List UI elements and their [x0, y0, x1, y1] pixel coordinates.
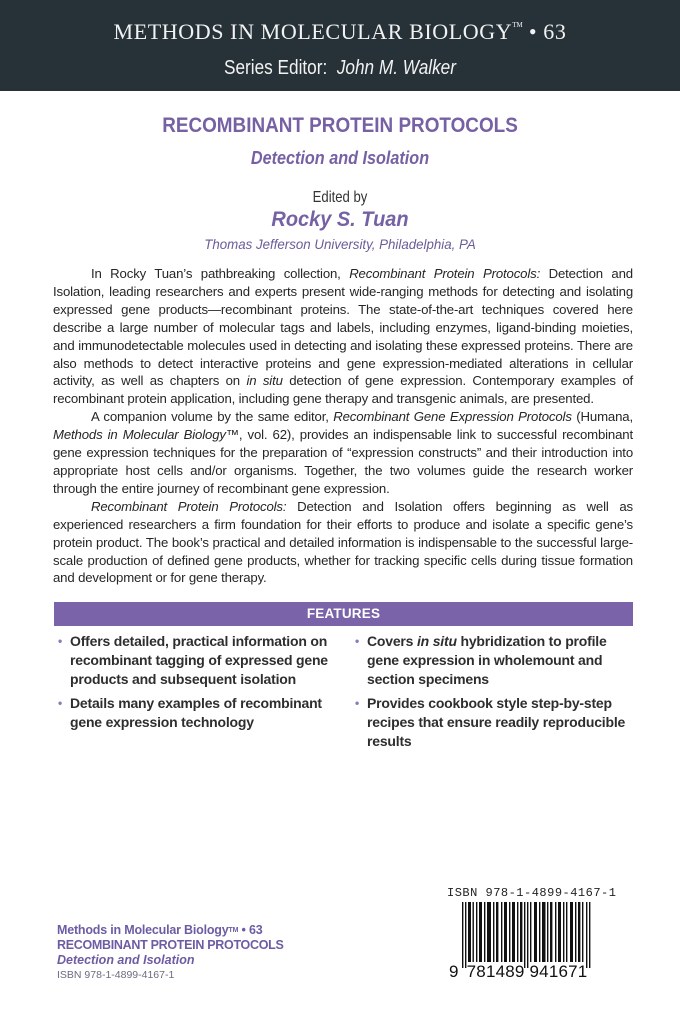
footer-subtitle: Detection and Isolation	[57, 953, 195, 967]
text-run-italic: Recombinant Gene Expression Protocols	[333, 409, 572, 425]
series-editor-name: John M. Walker	[336, 57, 456, 79]
text-run: Detection and Isolation offers beginning as well as experienced researchers a firm foundation for their efforts to produce and isolate a specific gene’s protein product. The book’s practical and detailed information is indispensable to the successful large-scale production of defined gene products, whether for tracking specific cells during tissue formation and development or for gene therapy.	[53, 498, 633, 586]
feature-text: Provides cookbook style step-by-step recipes that ensure readily reproducible results	[367, 695, 626, 749]
barcode-icon	[462, 902, 592, 968]
description-paragraph-2	[53, 408, 633, 498]
series-header-band	[0, 0, 680, 91]
footer-title: RECOMBINANT PROTEIN PROTOCOLS	[57, 938, 284, 952]
feature-text: Offers detailed, practical information on recombinant tagging of expressed gene products and subsequent isolation	[70, 633, 328, 687]
bullet-icon: •	[58, 634, 63, 648]
book-subtitle: Detection and Isolation	[250, 148, 430, 168]
features-column-left	[58, 632, 338, 737]
feature-item	[58, 632, 338, 689]
feature-text: Details many examples of recombinant gene expression technology	[70, 695, 322, 730]
series-editor-line	[48, 57, 633, 80]
footer-series-name: Methods in Molecular Biology	[57, 923, 229, 937]
description-paragraph-1	[53, 265, 633, 408]
text-run: , vol. 62), provides an indispensable link to successful recombinant gene expression techniques for the preparation of “expression constructs” and their introduction into appropriate host cells and/or organisms. Together, the two volumes guide the research worker through the entire journey of recombinant gene expression.	[53, 427, 633, 496]
text-run: Detection and Isolation, leading researchers and experts present wide-ranging methods for detecting and isolating expressed gene products—recombinant proteins. The state-of-the-art techniques covered here describe a large number of molecular tags and labels, including enzymes, ligand-binding moieties, and immunodetectable molecules used in detecting and isolating these expressed proteins. There are also methods to detect interactive proteins and gene expression-mediated alterations in cellular activity, as well as chapters on	[53, 266, 633, 389]
feature-text: hybridization to profile gene expression in wholemount and section specimens	[367, 633, 607, 687]
description	[53, 265, 633, 587]
text-run: detection of gene expression. Contemporary examples of recombinant protein application, including gene therapy and transgenic animals, are presented.	[53, 373, 634, 407]
feature-item	[355, 694, 635, 751]
text-run-italic: in situ	[246, 373, 283, 389]
text-run: (Humana,	[571, 409, 633, 425]
text-run-italic: Recombinant Protein Protocols:	[349, 266, 541, 281]
bullet-icon: •	[58, 696, 63, 710]
barcode-isbn-label: ISBN 978-1-4899-4167-1	[447, 886, 617, 900]
bullet-icon: •	[355, 696, 360, 710]
text-run: In Rocky Tuan’s pathbreaking collection,	[91, 266, 350, 281]
description-paragraph-3	[53, 498, 633, 588]
book-title: RECOMBINANT PROTEIN PROTOCOLS	[162, 114, 518, 137]
footer-series	[57, 923, 284, 938]
editor-affiliation: Thomas Jefferson University, Philadelphia, PA	[204, 236, 476, 252]
text-run-italic: Recombinant Protein Protocols:	[91, 498, 287, 514]
text-run: A companion volume by the same editor,	[91, 409, 334, 425]
series-editor-label: Series Editor:	[223, 57, 328, 79]
feature-item	[58, 694, 338, 732]
series-name: METHODS IN MOLECULAR BIOLOGY	[113, 19, 513, 44]
series-title	[0, 19, 680, 45]
trademark-mark: TM	[228, 927, 239, 934]
bullet-icon: •	[355, 634, 360, 648]
features-heading: FEATURES	[54, 602, 633, 626]
text-run-italic: Methods in Molecular Biology™	[53, 427, 239, 443]
trademark-mark: TM	[512, 21, 523, 29]
features-column-right	[355, 632, 635, 756]
footer-series-number: • 63	[238, 923, 263, 937]
series-number: • 63	[522, 19, 567, 44]
edited-by-label: Edited by	[312, 189, 368, 206]
editor-name: Rocky S. Tuan	[271, 208, 409, 231]
barcode-digit-groups: 781489 941671	[466, 962, 588, 981]
feature-text: Covers	[367, 633, 417, 649]
barcode-first-digit: 9	[449, 962, 459, 981]
footer-book-info	[57, 923, 284, 983]
footer-isbn: ISBN 978-1-4899-4167-1	[57, 969, 175, 981]
barcode-digits	[449, 962, 587, 982]
feature-item	[355, 632, 635, 689]
feature-text-italic: in situ	[416, 633, 457, 649]
